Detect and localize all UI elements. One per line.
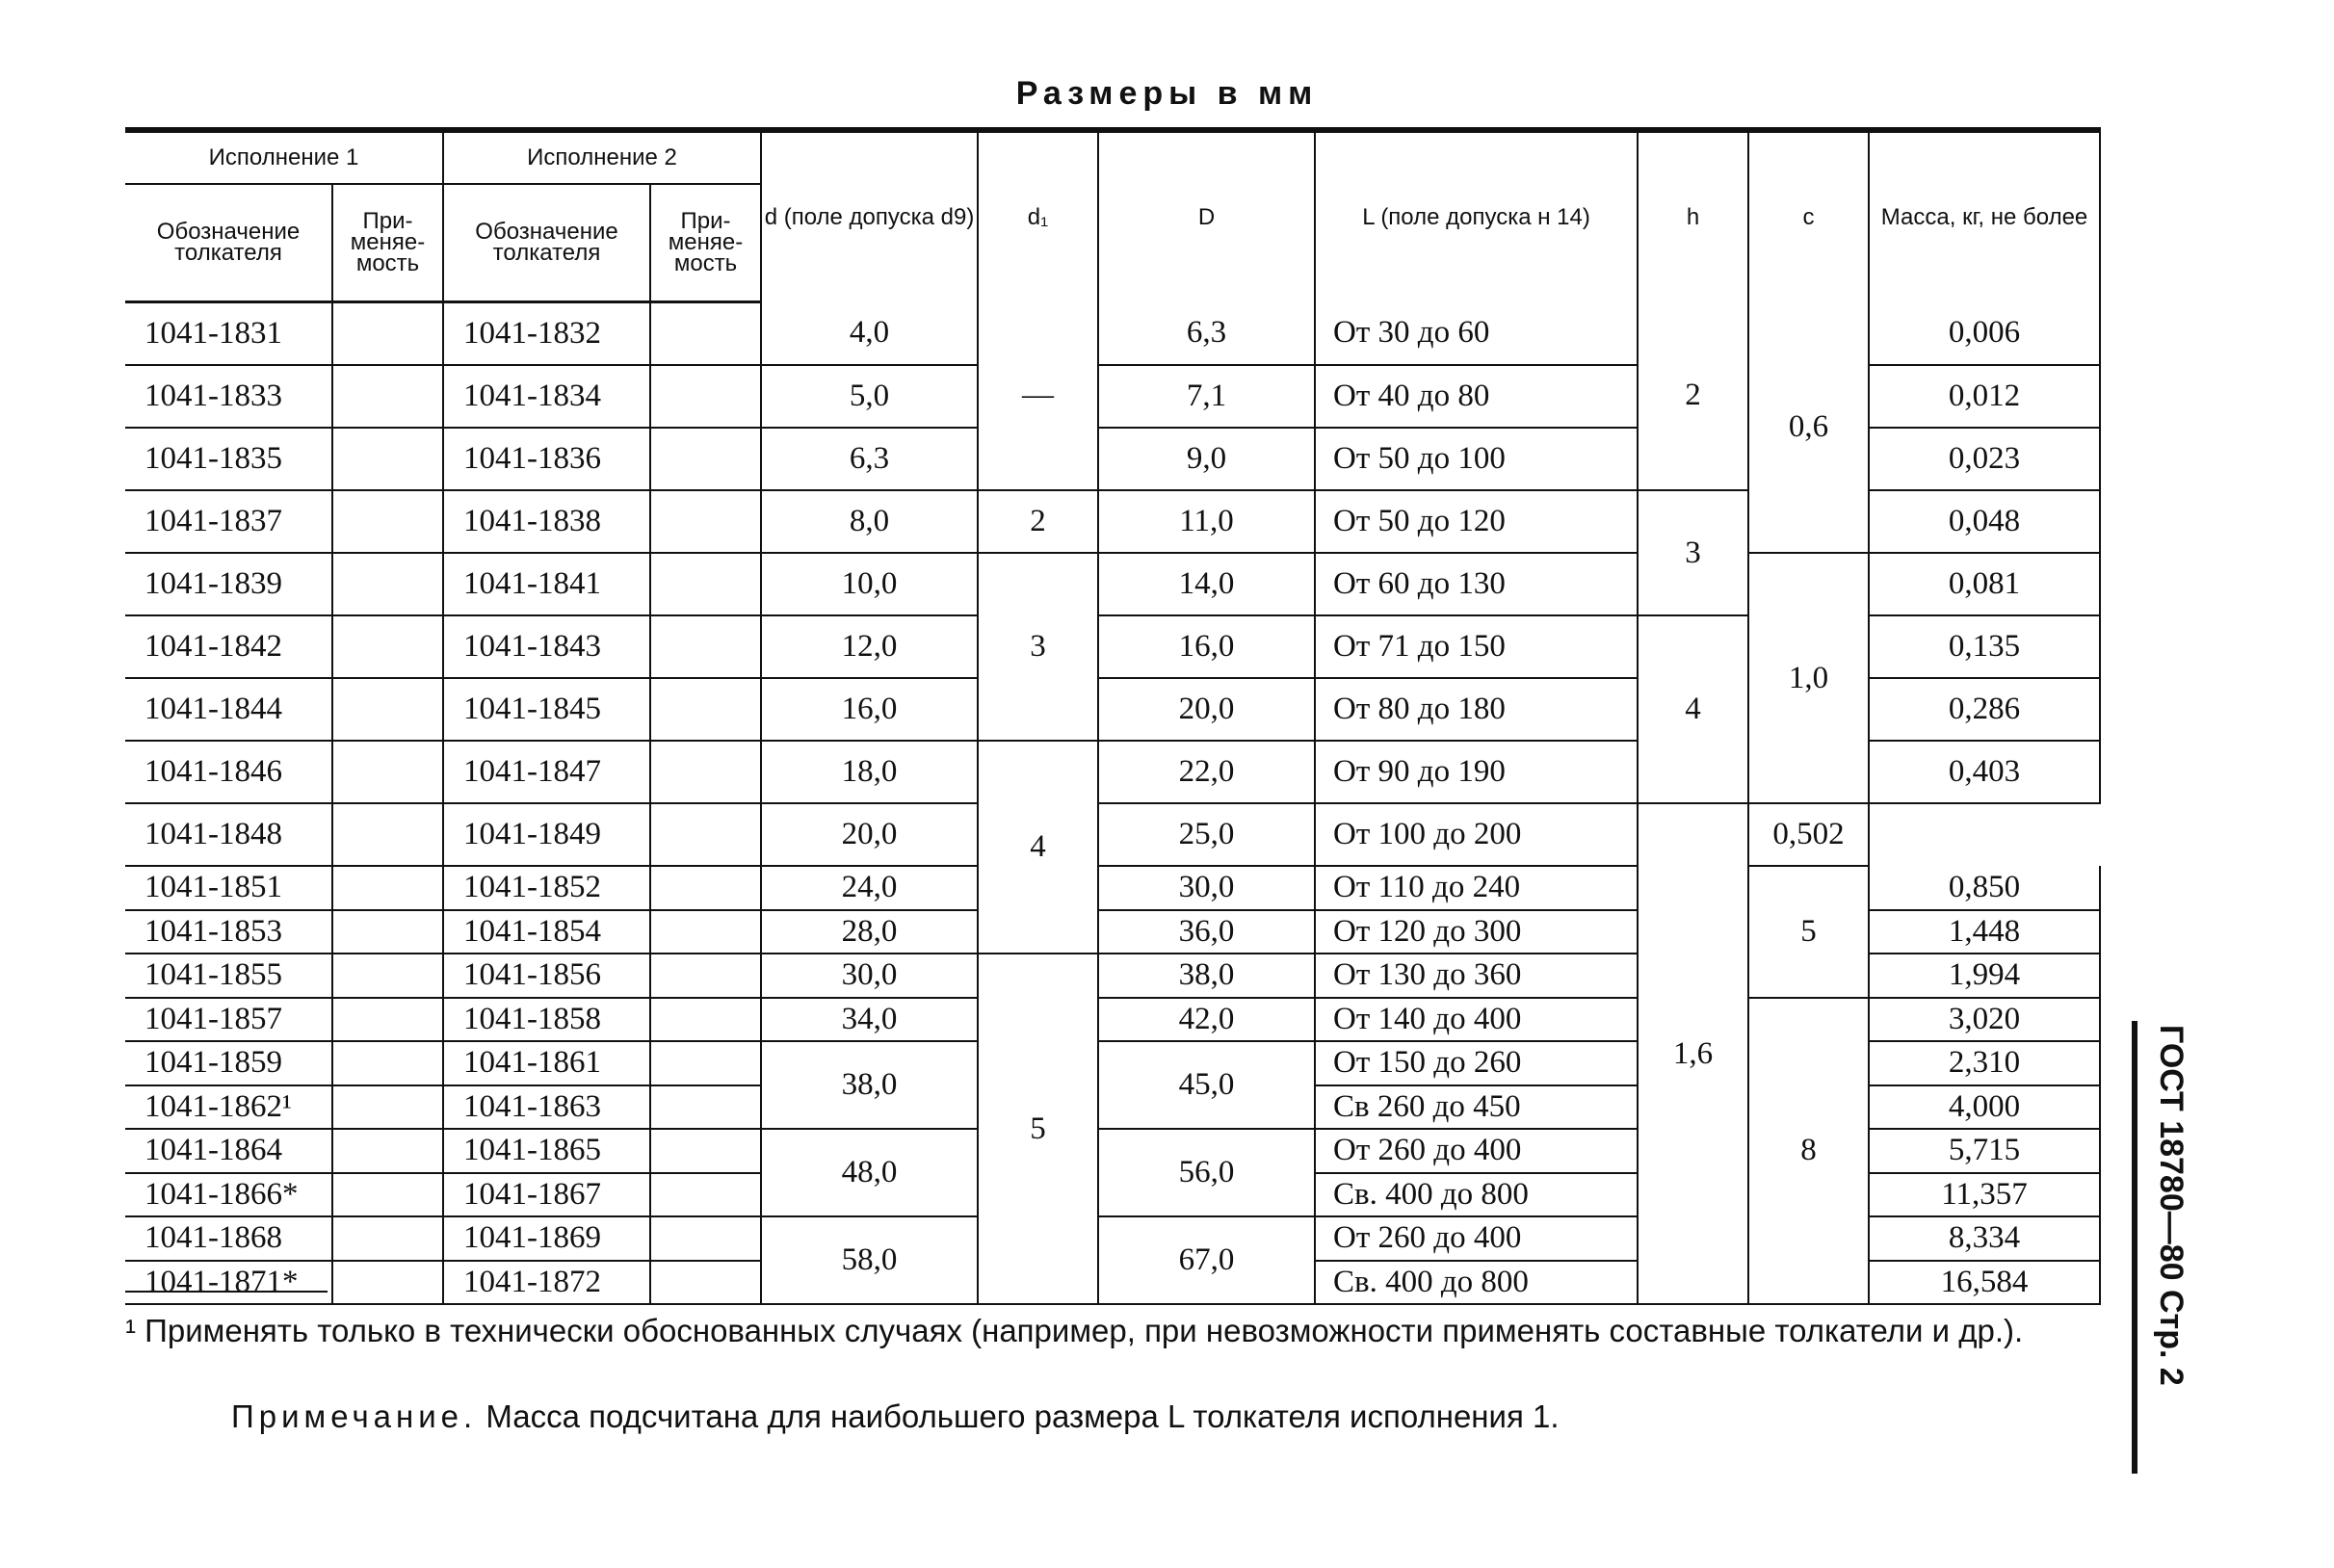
- L-range: Св 260 до 450: [1315, 1085, 1638, 1130]
- mass-value: 0,850: [1869, 866, 2100, 910]
- L-range: От 140 до 400: [1315, 998, 1638, 1042]
- standard-page-label: ГОСТ 18780—80 Стр. 2: [2132, 1021, 2190, 1474]
- d-value: 4,0: [761, 302, 978, 366]
- L-range: От 100 до 200: [1315, 803, 1638, 866]
- applicability-cell: [332, 803, 443, 866]
- designation-1: 1041-1846: [125, 741, 332, 803]
- d-value: 24,0: [761, 866, 978, 910]
- applicability-cell: [332, 1085, 443, 1130]
- designation-2: 1041-1834: [443, 365, 650, 428]
- designation-1: 1041-1835: [125, 428, 332, 490]
- designation-1: 1041-1871*: [125, 1261, 332, 1305]
- designation-1: 1041-1862¹: [125, 1085, 332, 1130]
- applicability-cell: [332, 365, 443, 428]
- header-mass: Масса, кг, не более: [1869, 130, 2100, 302]
- designation-2: 1041-1832: [443, 302, 650, 366]
- applicability-cell: [332, 1216, 443, 1261]
- D-value: 20,0: [1098, 678, 1315, 741]
- designation-1: 1041-1833: [125, 365, 332, 428]
- note-label: Примечание.: [231, 1398, 478, 1434]
- applicability-cell: [650, 1041, 761, 1085]
- table-row: [125, 803, 2100, 866]
- designation-2: 1041-1838: [443, 490, 650, 553]
- header-applicability-1: Применяемость: [332, 184, 443, 302]
- table-row: [125, 866, 2100, 910]
- D-value: 38,0: [1098, 954, 1315, 998]
- applicability-cell: [332, 1173, 443, 1217]
- L-range: От 260 до 400: [1315, 1216, 1638, 1261]
- designation-1: 1041-1868: [125, 1216, 332, 1261]
- header-applicability-2: Применяемость: [650, 184, 761, 302]
- designation-1: 1041-1848: [125, 803, 332, 866]
- designation-2: 1041-1852: [443, 866, 650, 910]
- D-value: 6,3: [1098, 302, 1315, 366]
- applicability-cell: [650, 365, 761, 428]
- D-value: 11,0: [1098, 490, 1315, 553]
- L-range: От 30 до 60: [1315, 302, 1638, 366]
- D-value: 30,0: [1098, 866, 1315, 910]
- L-range: От 90 до 190: [1315, 741, 1638, 803]
- designation-2: 1041-1847: [443, 741, 650, 803]
- header-D: D: [1098, 130, 1315, 302]
- applicability-cell: [332, 553, 443, 615]
- d-value: 58,0: [761, 1216, 978, 1304]
- applicability-cell: [332, 741, 443, 803]
- header-L: L (поле допуска ʜ 14): [1315, 130, 1638, 302]
- h-value: 2: [1638, 302, 1748, 491]
- mass-value: 16,584: [1869, 1261, 2100, 1305]
- d1-value: 2: [978, 490, 1098, 553]
- header-designation-1: Обозначение толкателя: [125, 184, 332, 302]
- designation-2: 1041-1856: [443, 954, 650, 998]
- mass-value: 0,012: [1869, 365, 2100, 428]
- L-range: От 50 до 120: [1315, 490, 1638, 553]
- designation-1: 1041-1857: [125, 998, 332, 1042]
- designation-1: 1041-1864: [125, 1129, 332, 1173]
- header-d1: d₁: [978, 130, 1098, 302]
- D-value: 56,0: [1098, 1129, 1315, 1216]
- d-value: 5,0: [761, 365, 978, 428]
- d1-value: —: [978, 302, 1098, 491]
- d-value: 20,0: [761, 803, 978, 866]
- note: [231, 1398, 2061, 1435]
- mass-value: 0,048: [1869, 490, 2100, 553]
- mass-value: 8,334: [1869, 1216, 2100, 1261]
- applicability-cell: [650, 741, 761, 803]
- D-value: 67,0: [1098, 1216, 1315, 1304]
- applicability-cell: [650, 954, 761, 998]
- applicability-cell: [332, 954, 443, 998]
- designation-1: 1041-1851: [125, 866, 332, 910]
- designation-1: 1041-1842: [125, 615, 332, 678]
- designation-2: 1041-1854: [443, 910, 650, 954]
- applicability-cell: [650, 1261, 761, 1305]
- applicability-cell: [650, 678, 761, 741]
- designation-1: 1041-1839: [125, 553, 332, 615]
- mass-value: 0,135: [1869, 615, 2100, 678]
- table-row: [125, 302, 2100, 366]
- applicability-cell: [332, 428, 443, 490]
- applicability-cell: [650, 302, 761, 366]
- designation-2: 1041-1858: [443, 998, 650, 1042]
- mass-value: 5,715: [1869, 1129, 2100, 1173]
- designation-1: 1041-1853: [125, 910, 332, 954]
- applicability-cell: [650, 1129, 761, 1173]
- D-value: 9,0: [1098, 428, 1315, 490]
- applicability-cell: [650, 1085, 761, 1130]
- footnote: ¹ Применять только в технически обоснованных случаях (например, при невозможности применять составные толкатели и др.).: [125, 1313, 2024, 1348]
- d-value: 30,0: [761, 954, 978, 998]
- applicability-cell: [332, 866, 443, 910]
- header-designation-2: Обозначение толкателя: [443, 184, 650, 302]
- applicability-cell: [650, 615, 761, 678]
- designation-2: 1041-1845: [443, 678, 650, 741]
- c-value: 1,6: [1638, 803, 1748, 1304]
- D-value: 22,0: [1098, 741, 1315, 803]
- applicability-cell: [650, 553, 761, 615]
- header-execution-2: Исполнение 2: [443, 130, 761, 184]
- header-execution-1: Исполнение 1: [125, 130, 443, 184]
- applicability-cell: [332, 998, 443, 1042]
- h-value: 3: [1638, 490, 1748, 615]
- L-range: Св. 400 до 800: [1315, 1261, 1638, 1305]
- c-value: 1,0: [1748, 553, 1869, 803]
- L-range: От 60 до 130: [1315, 553, 1638, 615]
- designation-1: 1041-1855: [125, 954, 332, 998]
- applicability-cell: [650, 910, 761, 954]
- page-title: Размеры в мм: [1015, 75, 1319, 112]
- L-range: От 110 до 240: [1315, 866, 1638, 910]
- designation-1: 1041-1866*: [125, 1173, 332, 1217]
- h-value: 8: [1748, 998, 1869, 1305]
- applicability-cell: [332, 1261, 443, 1305]
- dimensions-table: [125, 127, 2101, 1305]
- mass-value: 4,000: [1869, 1085, 2100, 1130]
- designation-1: 1041-1837: [125, 490, 332, 553]
- designation-2: 1041-1867: [443, 1173, 650, 1217]
- applicability-cell: [332, 615, 443, 678]
- applicability-cell: [332, 1041, 443, 1085]
- d-value: 8,0: [761, 490, 978, 553]
- L-range: От 40 до 80: [1315, 365, 1638, 428]
- D-value: 42,0: [1098, 998, 1315, 1042]
- L-range: От 130 до 360: [1315, 954, 1638, 998]
- L-range: От 150 до 260: [1315, 1041, 1638, 1085]
- mass-value: 0,286: [1869, 678, 2100, 741]
- L-range: От 260 до 400: [1315, 1129, 1638, 1173]
- d-value: 48,0: [761, 1129, 978, 1216]
- c-value: 0,6: [1748, 302, 1869, 554]
- designation-2: 1041-1869: [443, 1216, 650, 1261]
- applicability-cell: [332, 490, 443, 553]
- L-range: От 120 до 300: [1315, 910, 1638, 954]
- applicability-cell: [650, 1173, 761, 1217]
- applicability-cell: [332, 910, 443, 954]
- applicability-cell: [332, 302, 443, 366]
- note-text: Масса подсчитана для наибольшего размера L толкателя исполнения 1.: [485, 1398, 1560, 1434]
- h-value: 5: [1748, 866, 1869, 998]
- L-range: От 80 до 180: [1315, 678, 1638, 741]
- header-h: h: [1638, 130, 1748, 302]
- applicability-cell: [332, 1129, 443, 1173]
- d1-value: 5: [978, 954, 1098, 1304]
- designation-2: 1041-1872: [443, 1261, 650, 1305]
- designation-2: 1041-1836: [443, 428, 650, 490]
- applicability-cell: [650, 998, 761, 1042]
- applicability-cell: [650, 866, 761, 910]
- designation-2: 1041-1861: [443, 1041, 650, 1085]
- L-range: Св. 400 до 800: [1315, 1173, 1638, 1217]
- d-value: 38,0: [761, 1041, 978, 1129]
- mass-value: 0,403: [1869, 741, 2100, 803]
- mass-value: 1,448: [1869, 910, 2100, 954]
- mass-value: 0,502: [1748, 803, 1869, 866]
- table-row: [125, 998, 2100, 1042]
- D-value: 14,0: [1098, 553, 1315, 615]
- mass-value: 0,023: [1869, 428, 2100, 490]
- D-value: 25,0: [1098, 803, 1315, 866]
- D-value: 16,0: [1098, 615, 1315, 678]
- designation-2: 1041-1841: [443, 553, 650, 615]
- designation-1: 1041-1844: [125, 678, 332, 741]
- designation-1: 1041-1831: [125, 302, 332, 366]
- applicability-cell: [650, 803, 761, 866]
- D-value: 45,0: [1098, 1041, 1315, 1129]
- designation-2: 1041-1849: [443, 803, 650, 866]
- applicability-cell: [332, 678, 443, 741]
- mass-value: 11,357: [1869, 1173, 2100, 1217]
- L-range: От 50 до 100: [1315, 428, 1638, 490]
- d1-value: 4: [978, 741, 1098, 954]
- d-value: 10,0: [761, 553, 978, 615]
- header-d: d (поле допуска d9): [761, 130, 978, 302]
- header-c: c: [1748, 130, 1869, 302]
- mass-value: 0,006: [1869, 302, 2100, 366]
- footnote-divider: [125, 1291, 328, 1293]
- d-value: 34,0: [761, 998, 978, 1042]
- mass-value: 1,994: [1869, 954, 2100, 998]
- mass-value: 3,020: [1869, 998, 2100, 1042]
- d-value: 12,0: [761, 615, 978, 678]
- designation-1: 1041-1859: [125, 1041, 332, 1085]
- table-row: [125, 553, 2100, 615]
- applicability-cell: [650, 428, 761, 490]
- d-value: 16,0: [761, 678, 978, 741]
- D-value: 36,0: [1098, 910, 1315, 954]
- d-value: 28,0: [761, 910, 978, 954]
- designation-2: 1041-1863: [443, 1085, 650, 1130]
- applicability-cell: [650, 490, 761, 553]
- D-value: 7,1: [1098, 365, 1315, 428]
- L-range: От 71 до 150: [1315, 615, 1638, 678]
- mass-value: 0,081: [1869, 553, 2100, 615]
- designation-2: 1041-1843: [443, 615, 650, 678]
- designation-2: 1041-1865: [443, 1129, 650, 1173]
- d-value: 6,3: [761, 428, 978, 490]
- mass-value: 2,310: [1869, 1041, 2100, 1085]
- h-value: 4: [1638, 615, 1748, 803]
- d-value: 18,0: [761, 741, 978, 803]
- d1-value: 3: [978, 553, 1098, 741]
- applicability-cell: [650, 1216, 761, 1261]
